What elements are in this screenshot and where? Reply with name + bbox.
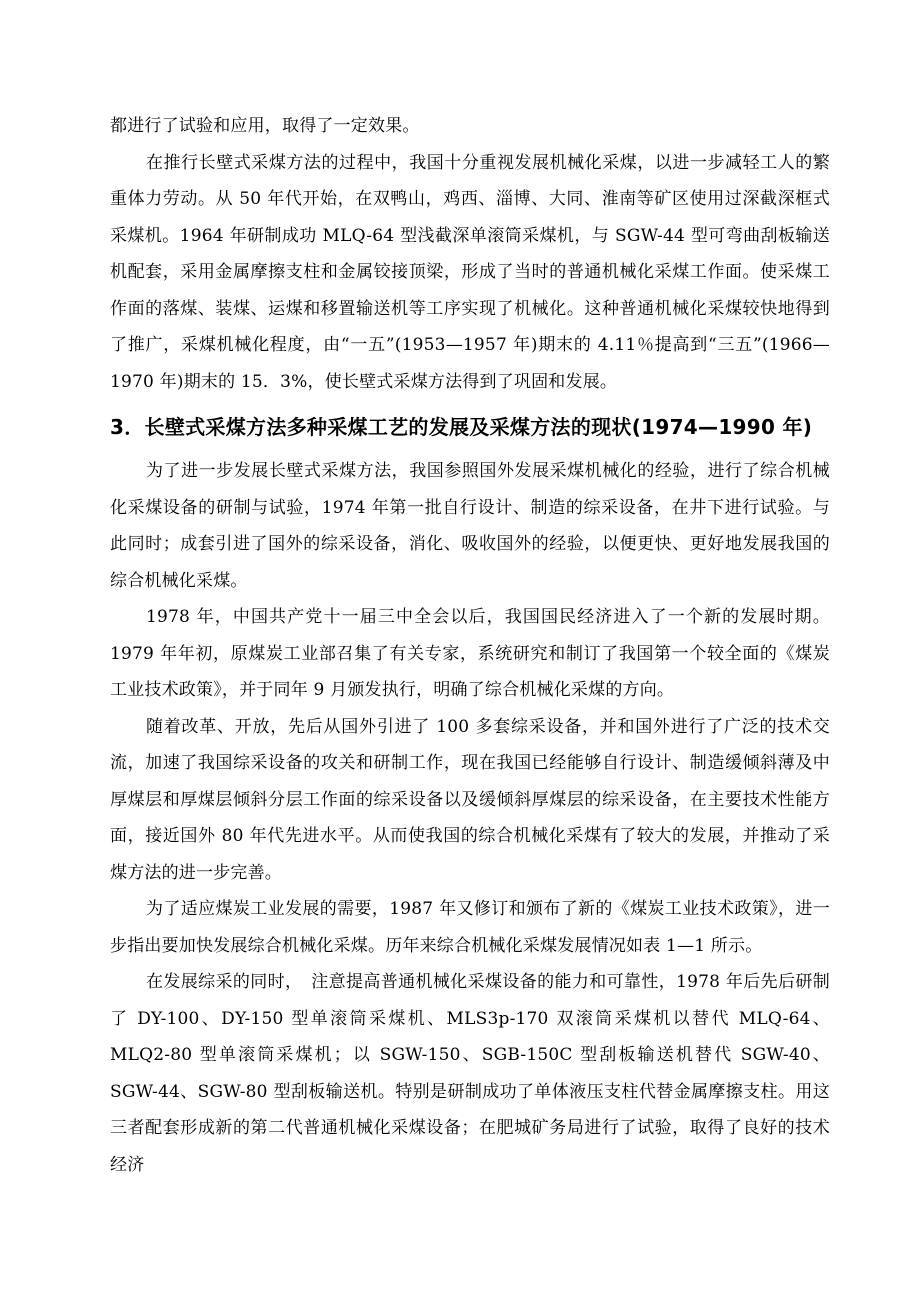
document-page bbox=[110, 108, 830, 1183]
paragraph-1978-policy: 1978 年，中国共产党十一届三中全会以后，我国国民经济进入了一个新的发展时期。1979 年年初，原煤炭工业部召集了有关专家，系统研究和制订了我国第一个较全面的《煤炭工业技术政策》，并于同年 9 月颁发执行，明确了综合机械化采煤的方向。 bbox=[110, 607, 830, 700]
paragraph-fully-mechanized: 为了进一步发展长壁式采煤方法，我国参照国外发展采煤机械化的经验，进行了综合机械化采煤设备的研制与试验，1974 年第一批自行设计、制造的综采设备，在井下进行试验。与此同时；成套引进了国外的综采设备，消化、吸收国外的经验，以便更快、更好地发展我国的综合机械化采煤。 bbox=[110, 461, 830, 591]
paragraph-1987-policy: 为了适应煤炭工业发展的需要，1987 年又修订和颁布了新的《煤炭工业技术政策》，进一步指出要加快发展综合机械化采煤。历年来综合机械化采煤发展情况如表 1—1 所示。 bbox=[110, 899, 830, 956]
paragraph-mechanization: 在推行长壁式采煤方法的过程中，我国十分重视发展机械化采煤，以进一步减轻工人的繁重体力劳动。从 50 年代开始，在双鸭山，鸡西、淄博、大同、淮南等矿区使用过深截深框式采煤机。1964 年研制成功 MLQ-64 型浅截深单滚筒采煤机，与 SGW-44 型可弯曲刮板输送机配套，采用金属摩擦支柱和金属铰接顶梁，形成了当时的普通机械化采煤工作面。使采煤工作面的落煤、装煤、运煤和移置输送机等工序实现了机械化。这种普通机械化采煤较快地得到了推广，采煤机械化程度，由“一五”(1953—1957 年)期末的 4.11％提高到“三五”(1966—1970 年)期末的 15．3%，使长壁式采煤方法得到了巩固和发展。 bbox=[110, 152, 830, 392]
paragraph-reform-opening: 随着改革、开放，先后从国外引进了 100 多套综采设备，并和国外进行了广泛的技术交流，加速了我国综采设备的攻关和研制工作，现在我国已经能够自行设计、制造缓倾斜薄及中厚煤层和厚煤层倾斜分层工作面的综采设备以及缓倾斜厚煤层的综采设备，在主要技术性能方面，接近国外 80 年代先进水平。从而使我国的综合机械化采煤有了较大的发展，并推动了采煤方法的进一步完善。 bbox=[110, 716, 830, 883]
paragraph-ordinary-mechanization: 在发展综采的同时， 注意提高普通机械化采煤设备的能力和可靠性，1978 年后先后研制了 DY-100、DY-150 型单滚筒采煤机、MLS3p-170 双滚筒采煤机以替代 MLQ-64、MLQ2-80 型单滚筒采煤机；以 SGW-150、SGB-150C 型刮板输送机替代 SGW-40、SGW-44、SGW-80 型刮板输送机。特别是研制成功了单体液压支柱代替金属摩擦支柱。用这三者配套形成新的第二代普通机械化采煤设备；在肥城矿务局进行了试验，取得了良好的技术经济 bbox=[110, 972, 830, 1175]
section-heading: 3．长壁式采煤方法多种采煤工艺的发展及采煤方法的现状(1974—1990 年) bbox=[110, 415, 813, 439]
paragraph-continuation: 都进行了试验和应用，取得了一定效果。 bbox=[110, 116, 420, 136]
